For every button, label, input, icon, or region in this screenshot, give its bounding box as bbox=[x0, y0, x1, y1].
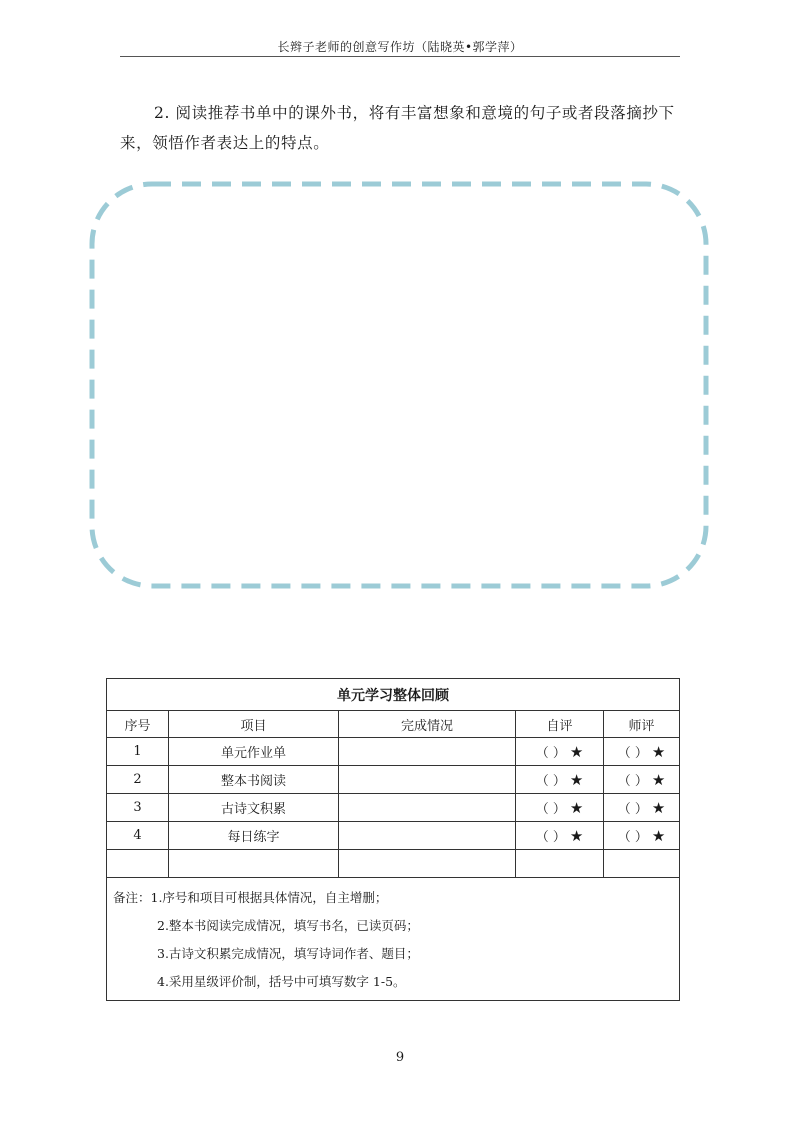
rating-blank[interactable]: （ ） bbox=[617, 774, 648, 789]
table-row bbox=[107, 794, 680, 822]
star-icon: ★ bbox=[569, 771, 584, 789]
star-icon: ★ bbox=[651, 743, 666, 761]
row-index: 2 bbox=[107, 766, 169, 794]
star-icon: ★ bbox=[569, 799, 584, 817]
blank-cell[interactable] bbox=[604, 850, 680, 878]
row-index: 1 bbox=[107, 738, 169, 766]
excerpt-writing-area[interactable] bbox=[89, 181, 709, 589]
column-header-status: 完成情况 bbox=[339, 711, 516, 738]
note-line-3: 3.古诗文积累完成情况，填写诗词作者、题目； bbox=[157, 946, 419, 961]
table-row bbox=[107, 766, 680, 794]
rating-blank[interactable]: （ ） bbox=[535, 830, 566, 845]
blank-cell[interactable] bbox=[107, 850, 169, 878]
star-icon: ★ bbox=[651, 799, 666, 817]
blank-cell[interactable] bbox=[339, 850, 516, 878]
rating-blank[interactable]: （ ） bbox=[617, 830, 648, 845]
self-eval-rating[interactable] bbox=[516, 766, 604, 794]
table-notes bbox=[107, 878, 680, 1001]
header-rule bbox=[120, 56, 680, 57]
row-item: 整本书阅读 bbox=[169, 766, 339, 794]
row-status-cell[interactable] bbox=[339, 794, 516, 822]
column-header-teacher-eval: 师评 bbox=[604, 711, 680, 738]
teacher-eval-rating[interactable] bbox=[604, 766, 680, 794]
star-icon: ★ bbox=[651, 827, 666, 845]
row-item: 古诗文积累 bbox=[169, 794, 339, 822]
rating-blank[interactable]: （ ） bbox=[617, 802, 648, 817]
rating-blank[interactable]: （ ） bbox=[535, 774, 566, 789]
page-number: 9 bbox=[395, 1050, 405, 1065]
column-header-self-eval: 自评 bbox=[516, 711, 604, 738]
table-row bbox=[107, 738, 680, 766]
star-icon: ★ bbox=[651, 771, 666, 789]
row-status-cell[interactable] bbox=[339, 738, 516, 766]
row-status-cell[interactable] bbox=[339, 766, 516, 794]
row-item: 每日练字 bbox=[169, 822, 339, 850]
blank-cell[interactable] bbox=[169, 850, 339, 878]
column-header-item: 项目 bbox=[169, 711, 339, 738]
star-icon: ★ bbox=[569, 743, 584, 761]
star-icon: ★ bbox=[569, 827, 584, 845]
rating-blank[interactable]: （ ） bbox=[535, 802, 566, 817]
table-row bbox=[107, 822, 680, 850]
rating-blank[interactable]: （ ） bbox=[535, 746, 566, 761]
note-line-1: 备注：1.序号和项目可根据具体情况，自主增删； bbox=[113, 890, 388, 905]
table-header-row bbox=[107, 711, 680, 738]
teacher-eval-rating[interactable] bbox=[604, 794, 680, 822]
blank-cell[interactable] bbox=[516, 850, 604, 878]
self-eval-rating[interactable] bbox=[516, 738, 604, 766]
table-row-blank bbox=[107, 850, 680, 878]
instruction-paragraph: 2. 阅读推荐书单中的课外书，将有丰富想象和意境的句子或者段落摘抄下来，领悟作者表达上的特点。 bbox=[120, 104, 675, 152]
column-header-index: 序号 bbox=[107, 711, 169, 738]
table-title: 单元学习整体回顾 bbox=[107, 679, 680, 711]
row-index: 3 bbox=[107, 794, 169, 822]
teacher-eval-rating[interactable] bbox=[604, 822, 680, 850]
row-item: 单元作业单 bbox=[169, 738, 339, 766]
rating-blank[interactable]: （ ） bbox=[617, 746, 648, 761]
note-line-4: 4.采用星级评价制，括号中可填写数字 1-5。 bbox=[157, 974, 406, 989]
self-eval-rating[interactable] bbox=[516, 794, 604, 822]
note-line-2: 2.整本书阅读完成情况，填写书名，已读页码； bbox=[157, 918, 419, 933]
teacher-eval-rating[interactable] bbox=[604, 738, 680, 766]
running-header: 长辫子老师的创意写作坊（陆晓英•郭学萍） bbox=[277, 40, 523, 54]
row-index: 4 bbox=[107, 822, 169, 850]
dashed-border bbox=[92, 184, 706, 586]
self-eval-rating[interactable] bbox=[516, 822, 604, 850]
row-status-cell[interactable] bbox=[339, 822, 516, 850]
unit-review-table bbox=[106, 678, 680, 1001]
